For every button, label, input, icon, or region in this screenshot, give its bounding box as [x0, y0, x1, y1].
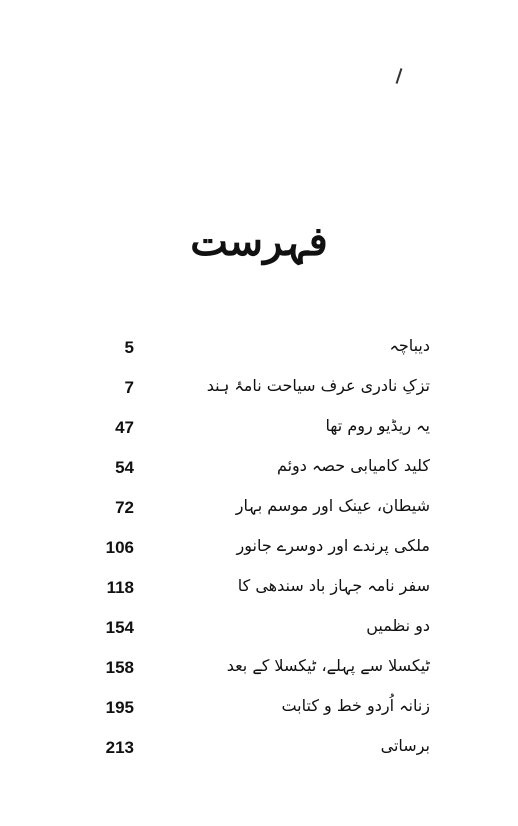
page-number: 72	[115, 498, 134, 517]
entry-title: دیباچہ	[389, 336, 430, 355]
entry-title: کلید کامیابی حصہ دوئم	[276, 456, 430, 475]
page-number: 118	[106, 578, 134, 597]
entry-title: برساتی	[380, 736, 430, 755]
page-number: 54	[115, 458, 134, 477]
toc-entry	[0, 452, 518, 492]
entry-title: تزکِ نادری عرف سیاحت نامۂ ہند	[206, 376, 430, 395]
page-number: 213	[105, 738, 134, 757]
toc-entry	[0, 572, 518, 612]
toc-entry	[0, 332, 518, 372]
entry-title: یہ ریڈیو روم تھا	[325, 416, 430, 435]
stray-pen-mark	[396, 68, 403, 84]
toc-entry	[0, 692, 518, 732]
contents-heading: فہرست	[190, 218, 328, 265]
table-of-contents	[0, 332, 518, 772]
toc-entry	[0, 532, 518, 572]
page-number: 154	[105, 618, 134, 637]
toc-entry	[0, 652, 518, 692]
toc-entry	[0, 412, 518, 452]
entry-title: سفر نامہ جہاز باد سندھی کا	[237, 576, 430, 595]
page-number: 7	[124, 378, 134, 397]
entry-title: ملکی پرندے اور دوسرے جانور	[236, 536, 430, 555]
page-number: 5	[124, 338, 134, 357]
page-number: 106	[105, 538, 134, 557]
toc-entry	[0, 492, 518, 532]
entry-title: ٹیکسلا سے پہلے، ٹیکسلا کے بعد	[226, 656, 430, 675]
page-number: 158	[105, 658, 134, 677]
toc-entry	[0, 612, 518, 652]
page-number: 195	[105, 698, 134, 717]
entry-title: شیطان، عینک اور موسم بہار	[235, 496, 430, 515]
entry-title: دو نظمیں	[366, 616, 430, 635]
toc-entry	[0, 372, 518, 412]
entry-title: زنانہ اُردو خط و کتابت	[281, 696, 430, 715]
toc-entry	[0, 732, 518, 772]
page-number: 47	[115, 418, 134, 437]
